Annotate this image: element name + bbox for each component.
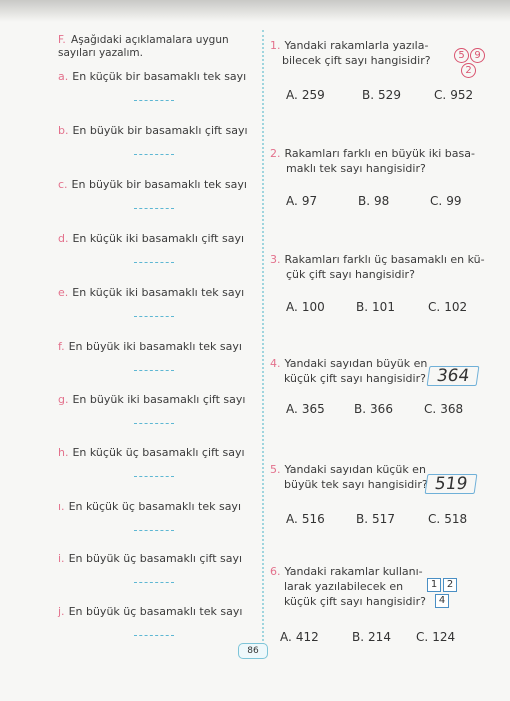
exercise-item-i (58, 552, 258, 565)
choice-letter: A. (286, 300, 298, 314)
answer-blank[interactable] (134, 154, 174, 155)
item-letter: e. (58, 286, 69, 299)
column-divider (262, 30, 264, 645)
question-line: Rakamları farklı üç basamaklı en kü- (284, 253, 485, 266)
choice-c[interactable] (416, 630, 455, 644)
item-text: En büyük bir basamaklı tek sayı (71, 178, 247, 191)
choice-b[interactable] (352, 630, 391, 644)
question-line: Yandaki sayıdan küçük en (284, 463, 426, 476)
choice-value: 214 (368, 630, 391, 644)
exercise-item-j (58, 605, 258, 618)
choice-b[interactable] (356, 512, 395, 526)
choice-letter: A. (280, 630, 292, 644)
exercise-item-a (58, 70, 258, 83)
exercise-item-d (58, 232, 258, 245)
exercise-item-f (58, 340, 258, 353)
choice-letter: C. (424, 402, 437, 416)
question-line: büyük tek sayı hangisidir? (284, 478, 428, 491)
choice-a[interactable] (280, 630, 319, 644)
section-letter: F. (58, 34, 66, 46)
choice-a[interactable] (286, 194, 317, 208)
item-text: En küçük üç basamaklı tek sayı (68, 500, 242, 513)
digit-card: 4 (435, 594, 449, 608)
item-text: En küçük üç basamaklı çift sayı (72, 446, 245, 459)
exercise-item-b (58, 124, 258, 137)
choice-letter: A. (286, 194, 298, 208)
question-number: 3. (270, 253, 281, 266)
question-line: larak yazılabilecek en (284, 580, 404, 593)
choice-value: 97 (301, 194, 318, 208)
choice-value: 98 (374, 194, 390, 208)
answer-blank[interactable] (134, 370, 174, 371)
choice-c[interactable] (430, 194, 461, 208)
digit-card: 9 (470, 48, 485, 63)
answer-blank[interactable] (134, 100, 174, 101)
choice-letter: B. (362, 88, 375, 102)
number-sign: 519 (425, 474, 478, 494)
question-number: 2. (270, 147, 281, 160)
question-line: Yandaki rakamlarla yazıla- (284, 39, 429, 52)
choice-value: 365 (301, 402, 325, 416)
choice-a[interactable] (286, 402, 325, 416)
question-6 (270, 564, 505, 644)
exercise-item-g (58, 393, 258, 406)
answer-blank[interactable] (134, 262, 174, 263)
question-line: küçük çift sayı hangisidir? (284, 372, 426, 385)
answer-blank[interactable] (134, 635, 174, 636)
choice-letter: B. (352, 630, 365, 644)
item-letter: f. (58, 340, 65, 353)
choice-value: 366 (370, 402, 393, 416)
choice-value: 529 (378, 88, 401, 102)
question-4 (270, 356, 505, 416)
question-line: Yandaki rakamlar kullanı- (284, 565, 423, 578)
choice-value: 952 (450, 88, 474, 102)
choice-value: 101 (372, 300, 395, 314)
question-line: maklı tek sayı hangisidir? (286, 162, 426, 175)
question-number: 1. (270, 39, 281, 52)
answer-blank[interactable] (134, 316, 174, 317)
section-instruction: Aşağıdaki açıklamalara uygun sayıları yazalım. (58, 34, 229, 59)
choice-a[interactable] (286, 512, 325, 526)
choice-c[interactable] (428, 300, 467, 314)
choice-c[interactable] (434, 88, 473, 102)
choice-value: 100 (301, 300, 325, 314)
item-letter: g. (58, 393, 69, 406)
question-line: küçük çift sayı hangisidir? (284, 595, 426, 608)
question-line: bilecek çift sayı hangisidir? (282, 54, 431, 67)
choice-c[interactable] (424, 402, 463, 416)
question-text (270, 564, 505, 609)
digit-card: 1 (427, 578, 441, 592)
item-letter: ı. (58, 500, 65, 513)
item-text: En büyük iki basamaklı çift sayı (72, 393, 246, 406)
choice-b[interactable] (362, 88, 401, 102)
question-2 (270, 146, 505, 208)
choice-letter: B. (358, 194, 371, 208)
question-text (270, 252, 505, 282)
choice-value: 124 (432, 630, 456, 644)
choice-letter: A. (286, 512, 298, 526)
question-1 (270, 38, 505, 102)
choice-letter: A. (286, 402, 298, 416)
item-text: En küçük iki basamaklı çift sayı (72, 232, 245, 245)
choice-b[interactable] (354, 402, 393, 416)
question-number: 5. (270, 463, 281, 476)
digit-card: 2 (443, 578, 457, 592)
question-text (270, 146, 505, 176)
answer-blank[interactable] (134, 530, 174, 531)
choice-letter: C. (434, 88, 447, 102)
digit-card: 2 (461, 63, 476, 78)
choice-a[interactable] (286, 88, 325, 102)
item-letter: h. (58, 446, 69, 459)
item-letter: j. (58, 605, 65, 618)
exercise-item-h (58, 446, 258, 459)
item-text: En büyük bir basamaklı çift sayı (72, 124, 248, 137)
question-number: 6. (270, 565, 281, 578)
choice-letter: C. (430, 194, 443, 208)
digit-card: 5 (454, 48, 469, 63)
choice-value: 102 (444, 300, 468, 314)
item-letter: i. (58, 552, 65, 565)
exercise-item-e (58, 286, 258, 299)
choice-value: 368 (440, 402, 464, 416)
choice-value: 412 (295, 630, 319, 644)
item-letter: c. (58, 178, 68, 191)
question-line: çük çift sayı hangisidir? (286, 268, 415, 281)
exercise-item-dotless-i (58, 500, 258, 513)
choice-value: 516 (301, 512, 325, 526)
answer-blank[interactable] (134, 476, 174, 477)
question-3 (270, 252, 505, 314)
item-letter: a. (58, 70, 69, 83)
choice-letter: A. (286, 88, 298, 102)
choice-value: 518 (444, 512, 468, 526)
choice-b[interactable] (356, 300, 395, 314)
number-sign: 364 (427, 366, 480, 386)
item-text: En büyük üç basamaklı çift sayı (68, 552, 243, 565)
choice-letter: C. (428, 512, 441, 526)
page-number: 86 (238, 643, 268, 659)
section-heading (58, 34, 258, 60)
choice-value: 259 (301, 88, 325, 102)
item-text: En küçük bir basamaklı tek sayı (72, 70, 247, 83)
question-number: 4. (270, 357, 281, 370)
choice-b[interactable] (358, 194, 389, 208)
question-5 (270, 462, 505, 526)
item-text: En büyük üç basamaklı tek sayı (68, 605, 243, 618)
item-text: En büyük iki basamaklı tek sayı (68, 340, 242, 353)
item-letter: d. (58, 232, 69, 245)
item-text: En küçük iki basamaklı tek sayı (72, 286, 245, 299)
choice-letter: B. (356, 512, 369, 526)
choice-a[interactable] (286, 300, 325, 314)
choice-c[interactable] (428, 512, 467, 526)
item-letter: b. (58, 124, 69, 137)
choice-value: 517 (372, 512, 395, 526)
answer-blank[interactable] (134, 208, 174, 209)
exercise-item-c (58, 178, 258, 191)
choice-letter: C. (416, 630, 429, 644)
answer-blank[interactable] (134, 582, 174, 583)
choice-letter: B. (356, 300, 369, 314)
answer-blank[interactable] (134, 423, 174, 424)
choice-letter: C. (428, 300, 441, 314)
question-line: Yandaki sayıdan büyük en (284, 357, 428, 370)
choice-value: 99 (446, 194, 462, 208)
choice-letter: B. (354, 402, 367, 416)
question-line: Rakamları farklı en büyük iki basa- (284, 147, 475, 160)
